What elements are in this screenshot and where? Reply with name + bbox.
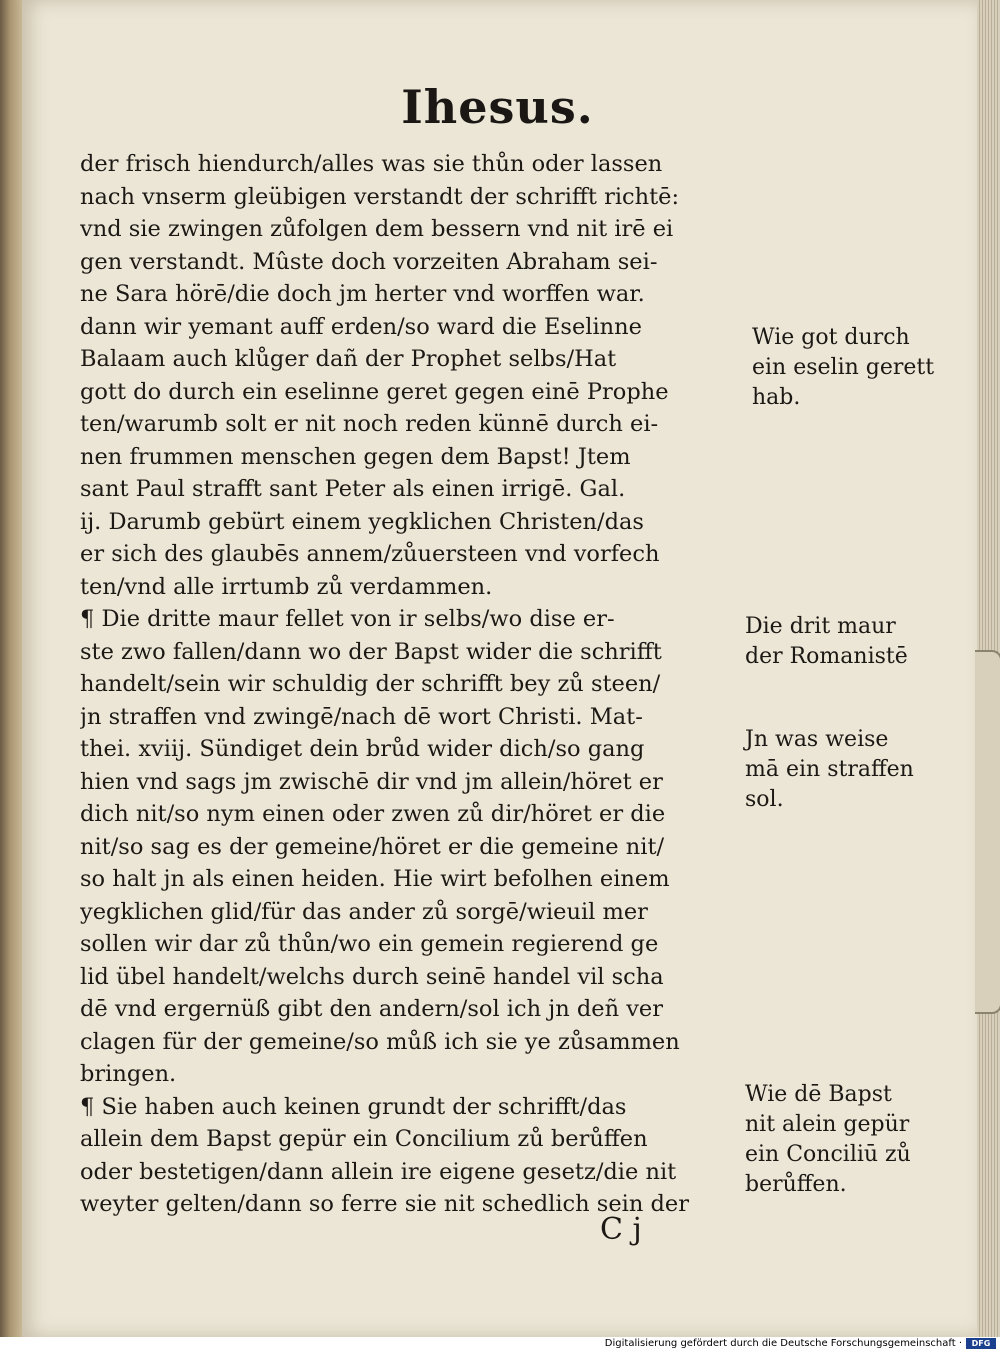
marginal-line: Die drit maur — [745, 614, 896, 639]
text-line: Balaam auch klůger dañ der Prophet selbs/Hat — [80, 346, 617, 372]
text-line: yegklichen glid/für das ander zů sorgē/wieuil mer — [80, 898, 648, 925]
marginal-line: ein eselin gerett — [752, 355, 935, 380]
marginal-line: ein Conciliū zů — [745, 1142, 911, 1167]
text-line: der frisch hiendurch/alles was sie thůn oder lassen — [80, 151, 663, 177]
marginal-line: sol. — [745, 787, 784, 812]
marginal-note-dritte-maur — [745, 612, 908, 672]
marginal-line: mā ein straffen — [745, 757, 914, 782]
marginal-line: Jn was weise — [745, 727, 889, 752]
text-line: er sich des glaubēs annem/zůuersteen vnd vorfech — [80, 541, 660, 567]
marginal-note-eselin — [752, 323, 934, 413]
text-line: ne Sara hörē/die doch jm herter vnd worffen war. — [80, 281, 645, 307]
marginal-line: hab. — [752, 385, 801, 410]
text-line: thei. xviij. Sündiget dein brůd wider dich/so gang — [80, 736, 645, 762]
marginal-line: Wie got durch — [752, 325, 910, 350]
text-line: bringen. — [80, 1061, 177, 1087]
text-line: ste zwo fallen/dann wo der Bapst wider die schrifft — [80, 638, 662, 665]
text-line: nach vnserm gleübigen verstandt der schrifft richtē: — [80, 183, 680, 210]
text-line: oder bestetigen/dann allein ire eigene gesetz/die nit — [80, 1158, 677, 1185]
text-line: vnd sie zwingen zůfolgen dem bessern vnd nit irē ei — [80, 216, 674, 242]
text-line: ij. Darumb gebürt einem yegklichen Christen/das — [80, 508, 644, 535]
text-line: handelt/sein wir schuldig der schrifft bey zů steen/ — [80, 671, 661, 697]
text-line: nen frummen menschen gegen dem Bapst! Jtem — [80, 443, 631, 470]
text-line: gen verstandt. Mûste doch vorzeiten Abraham sei- — [80, 248, 658, 275]
text-line: dich nit/so nym einen oder zwen zů dir/höret er die — [80, 801, 666, 827]
text-line: dann wir yemant auff erden/so ward die Eselinne — [80, 313, 642, 340]
text-line: hien vnd sags jm zwischē dir vnd jm allein/höret er — [80, 768, 663, 795]
text-line: weyter gelten/dann so ferre sie nit schedlich sein der — [80, 1191, 689, 1217]
text-line: nit/so sag es der gemeine/höret er die gemeine nit/ — [80, 833, 665, 860]
text-line: clagen für der gemeine/so můß ich sie ye zůsammen — [80, 1028, 680, 1055]
running-header: Ihesus. — [401, 80, 594, 134]
book-spine — [0, 0, 22, 1337]
text-line: ¶ Die dritte maur fellet von ir selbs/wo dise er- — [80, 606, 615, 632]
text-line: ¶ Sie haben auch keinen grundt der schrifft/das — [80, 1093, 627, 1120]
text-line: gott do durch ein eselinne geret gegen einē Prophe — [80, 378, 669, 405]
footer-credit: Digitalisierung gefördert durch die Deutsche Forschungsgemeinschaft · — [604, 1338, 962, 1349]
text-line: ten/warumb solt er nit noch reden künnē durch ei- — [80, 411, 659, 437]
dfg-logo: DFG — [966, 1338, 996, 1349]
text-line: dē vnd ergernüß gibt den andern/sol ich jn deñ ver — [80, 996, 663, 1022]
text-line: sant Paul strafft sant Peter als einen irrigē. Gal. — [80, 476, 626, 502]
text-line: lid übel handelt/welchs durch seinē handel vil scha — [80, 963, 664, 990]
text-line: jn straffen vnd zwingē/nach dē wort Christi. Mat- — [80, 703, 643, 730]
marginal-note-straffen — [745, 725, 914, 815]
text-line: so halt jn als einen heiden. Hie wirt befolhen einem — [80, 866, 670, 892]
page-tab — [975, 650, 1000, 1014]
marginal-line: Wie dē Bapst — [745, 1082, 892, 1107]
marginal-line: nit alein gepür — [745, 1112, 910, 1137]
text-line: allein dem Bapst gepür ein Concilium zů berůffen — [80, 1126, 648, 1152]
text-line: sollen wir dar zů thůn/wo ein gemein regierend ge — [80, 931, 659, 957]
text-line: ten/vnd alle irrtumb zů verdammen. — [80, 573, 493, 600]
footer-bar — [0, 1337, 1000, 1351]
marginal-note-concilium — [745, 1080, 911, 1200]
main-text-block — [80, 148, 750, 1221]
signature-mark: C j — [600, 1212, 642, 1247]
marginal-line: berůffen. — [745, 1172, 847, 1197]
marginal-line: der Romanistē — [745, 644, 908, 669]
